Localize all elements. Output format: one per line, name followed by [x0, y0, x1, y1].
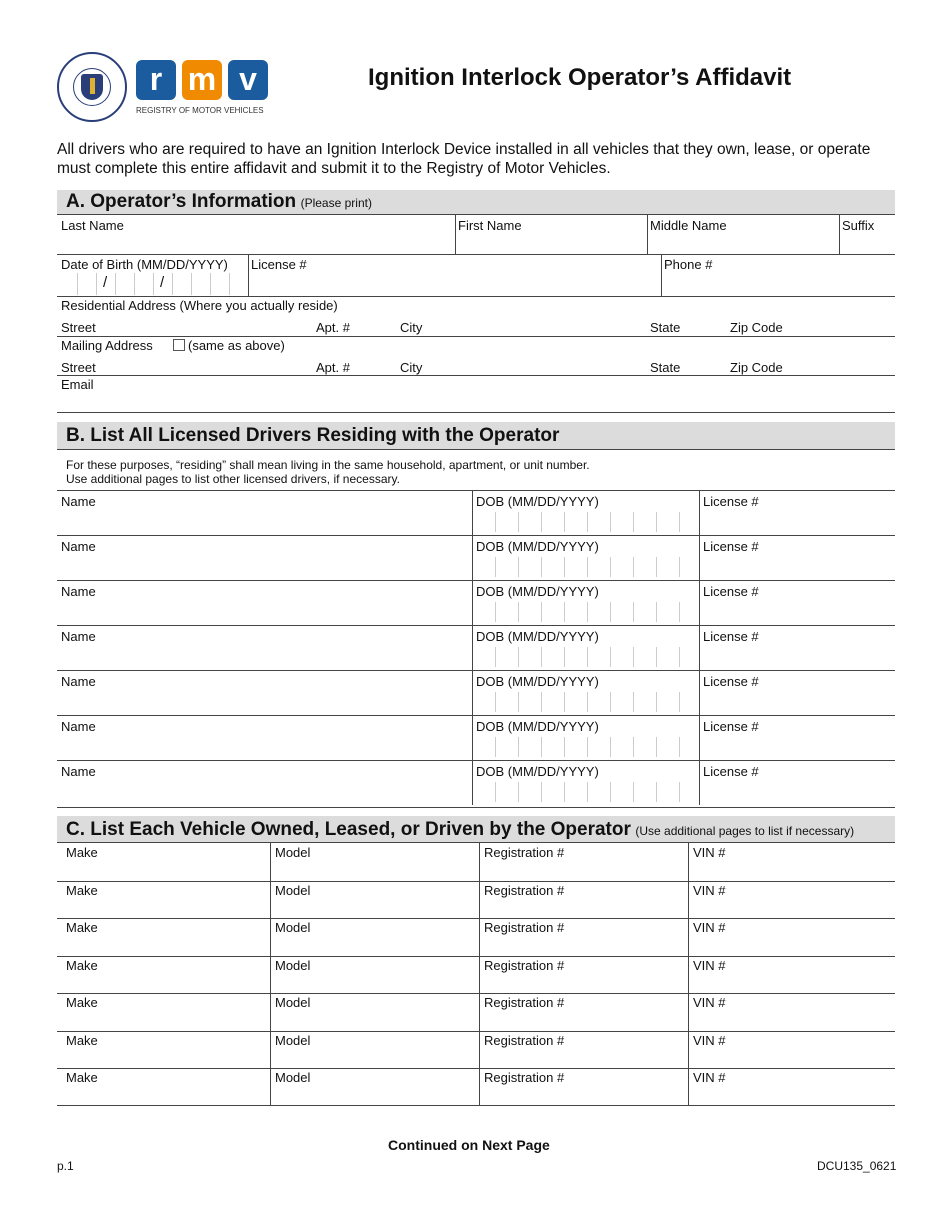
driver-dob-field[interactable]: DOB (MM/DD/YYYY): [476, 674, 599, 689]
row-divider: [57, 807, 895, 808]
dob-digit-divider: [610, 602, 611, 622]
dob-digit-divider: [679, 692, 680, 712]
driver-license-field[interactable]: License #: [703, 584, 759, 599]
res-street-field[interactable]: Street: [61, 320, 96, 335]
logo-letter-v: v: [228, 60, 268, 100]
same-as-above-label: (same as above): [188, 338, 285, 353]
dob-digit-divider: [679, 602, 680, 622]
last-name-field[interactable]: Last Name: [61, 218, 124, 233]
dob-digit-divider: [587, 737, 588, 757]
dob-digit-divider: [679, 557, 680, 577]
dob-digit-divider: [518, 647, 519, 667]
phone-field[interactable]: Phone #: [664, 257, 713, 272]
dob-digit-divider: [518, 782, 519, 802]
logo-letter-r: r: [136, 60, 176, 100]
dob-digit-divider: [610, 737, 611, 757]
dob-digit-divider: [495, 647, 496, 667]
dob-digit-divider: [656, 692, 657, 712]
vehicle-make-field[interactable]: Make: [66, 1032, 98, 1048]
vehicle-make-field[interactable]: Make: [66, 920, 98, 935]
res-zip-field[interactable]: Zip Code: [730, 320, 783, 335]
dob-digit-divider: [656, 782, 657, 802]
column-divider: [479, 1031, 480, 1069]
dob-digit-divider: [518, 512, 519, 532]
dob-digit-divider: [495, 602, 496, 622]
dob-digit-divider: [633, 782, 634, 802]
dob-digit-divider: [587, 692, 588, 712]
column-divider: [699, 760, 700, 805]
dob-digit-divider: [564, 557, 565, 577]
driver-name-field[interactable]: Name: [61, 584, 96, 599]
res-city-field[interactable]: City: [400, 320, 423, 335]
dob-digit-divider: [518, 737, 519, 757]
column-divider: [688, 1031, 689, 1069]
dob-digit-divider: [495, 737, 496, 757]
section-a-title: A. Operator’s Information: [66, 191, 297, 212]
vehicle-model-field[interactable]: Model: [275, 1032, 311, 1048]
dob-digit-divider: [633, 512, 634, 532]
column-divider: [270, 1031, 271, 1069]
dob-digit-divider: [633, 647, 634, 667]
column-divider: [688, 993, 689, 1031]
row-divider: [57, 490, 895, 491]
dob-digit-divider: [656, 737, 657, 757]
intro-text: All drivers who are required to have an Ignition Interlock Device installed in all vehicles that they own, lease, or operate must complete this entire affidavit and submit it to the Registry of Motor Vehicles.: [57, 141, 871, 177]
driver-license-field[interactable]: License #: [703, 629, 759, 644]
vehicle-model-field[interactable]: Model: [275, 882, 311, 898]
column-divider: [688, 918, 689, 956]
row-divider: [57, 993, 895, 994]
column-divider: [270, 918, 271, 956]
column-divider: [699, 670, 700, 715]
dob-digit-divider: [541, 782, 542, 802]
vehicle-vin-field[interactable]: VIN #: [693, 1032, 726, 1048]
column-divider: [270, 881, 271, 919]
driver-license-field[interactable]: License #: [703, 539, 759, 554]
column-divider: [479, 843, 480, 881]
dob-digit-divider: [679, 737, 680, 757]
vehicle-model-field[interactable]: Model: [275, 920, 311, 935]
vehicle-vin-field[interactable]: VIN #: [693, 920, 726, 935]
column-divider: [699, 625, 700, 670]
column-divider: [472, 760, 473, 805]
dob-digit-divider: [564, 782, 565, 802]
column-divider: [688, 843, 689, 881]
driver-name-field[interactable]: Name: [61, 719, 96, 734]
dob-digit-divider: [633, 557, 634, 577]
mail-city-field[interactable]: City: [400, 360, 423, 375]
column-divider: [270, 1068, 271, 1106]
driver-dob-field[interactable]: DOB (MM/DD/YYYY): [476, 719, 599, 734]
column-divider: [699, 490, 700, 535]
dob-digit-divider: [610, 692, 611, 712]
dob-digit-divider: [679, 782, 680, 802]
dob-digit-divider: [656, 647, 657, 667]
driver-license-field[interactable]: License #: [703, 494, 759, 509]
form-id: DCU135_0621: [817, 1159, 897, 1173]
vehicle-make-field[interactable]: Make: [66, 845, 98, 860]
logo-caption: REGISTRY OF MOTOR VEHICLES: [136, 106, 264, 115]
dob-digit-divider: [610, 512, 611, 532]
vehicle-model-field[interactable]: Model: [275, 995, 311, 1010]
row-divider: [57, 670, 895, 671]
dob-digit-divider: [587, 647, 588, 667]
vehicle-registration-field[interactable]: Registration #: [484, 920, 565, 935]
dob-slash: /: [160, 274, 165, 291]
dob-digit-divider: [610, 557, 611, 577]
page-number: p.1: [57, 1159, 74, 1173]
column-divider: [479, 1068, 480, 1106]
dob-digit-divider: [518, 557, 519, 577]
logo-letter-m: m: [182, 60, 222, 100]
dob-digit-divider: [679, 647, 680, 667]
dob-digit-divider: [77, 273, 78, 295]
dob-digit-divider: [610, 782, 611, 802]
vehicle-vin-field[interactable]: VIN #: [693, 1070, 726, 1085]
section-b-note: For these purposes, “residing” shall mean living in the same household, apartment, or unit number.: [66, 458, 590, 472]
vehicle-registration-field[interactable]: Registration #: [484, 1032, 565, 1048]
vehicle-model-field[interactable]: Model: [275, 845, 311, 860]
dob-digit-divider: [518, 602, 519, 622]
dob-digit-divider: [564, 602, 565, 622]
column-divider: [699, 580, 700, 625]
column-divider: [688, 881, 689, 919]
dob-digit-divider: [153, 273, 154, 295]
column-divider: [472, 580, 473, 625]
res-state-field[interactable]: State: [650, 320, 681, 335]
suffix-field[interactable]: Suffix: [842, 218, 875, 233]
dob-digit-divider: [541, 512, 542, 532]
driver-name-field[interactable]: Name: [61, 629, 96, 644]
column-divider: [270, 843, 271, 881]
section-b-title: B. List All Licensed Drivers Residing with the Operator: [66, 425, 560, 446]
driver-dob-field[interactable]: DOB (MM/DD/YYYY): [476, 584, 599, 599]
row-divider: [57, 1105, 895, 1106]
dob-digit-divider: [495, 557, 496, 577]
vehicle-make-field[interactable]: Make: [66, 882, 98, 898]
vehicle-vin-field[interactable]: VIN #: [693, 995, 726, 1010]
section-b-header: [57, 422, 895, 450]
dob-digit-divider: [518, 692, 519, 712]
row-divider: [57, 956, 895, 957]
dob-digit-divider: [564, 692, 565, 712]
column-divider: [472, 670, 473, 715]
row-divider: [57, 715, 895, 716]
same-as-above-checkbox[interactable]: [173, 339, 185, 351]
dob-digit-divider: [633, 602, 634, 622]
column-divider: [270, 956, 271, 994]
rmv-logo: [136, 60, 272, 120]
column-divider: [270, 993, 271, 1031]
license-field[interactable]: License #: [251, 257, 307, 272]
driver-dob-field[interactable]: DOB (MM/DD/YYYY): [476, 629, 599, 644]
mail-apt-field[interactable]: Apt. #: [316, 360, 350, 375]
dob-digit-divider: [564, 647, 565, 667]
dob-digit-divider: [495, 512, 496, 532]
vehicle-vin-field[interactable]: VIN #: [693, 882, 726, 898]
dob-digit-divider: [495, 692, 496, 712]
column-divider: [472, 715, 473, 760]
dob-digit-divider: [564, 737, 565, 757]
row-divider: [57, 760, 895, 761]
dob-digit-divider: [210, 273, 211, 295]
column-divider: [472, 625, 473, 670]
vehicle-vin-field[interactable]: VIN #: [693, 957, 726, 973]
row-divider: [57, 881, 895, 882]
column-divider: [699, 715, 700, 760]
dob-digit-divider: [564, 512, 565, 532]
dob-field[interactable]: Date of Birth (MM/DD/YYYY): [61, 257, 228, 272]
vehicle-make-field[interactable]: Make: [66, 957, 98, 973]
driver-name-field[interactable]: Name: [61, 539, 96, 554]
mailing-address-label: Mailing Address: [61, 338, 153, 353]
res-apt-field[interactable]: Apt. #: [316, 320, 350, 335]
column-divider: [699, 535, 700, 580]
section-a-header: [57, 190, 895, 215]
dob-digit-divider: [229, 273, 230, 295]
driver-name-field[interactable]: Name: [61, 674, 96, 689]
driver-license-field[interactable]: License #: [703, 764, 759, 779]
mail-zip-field[interactable]: Zip Code: [730, 360, 783, 375]
section-c-subtitle: (Use additional pages to list if necessary): [635, 824, 855, 838]
middle-name-field[interactable]: Middle Name: [650, 218, 727, 233]
section-c-title: C. List Each Vehicle Owned, Leased, or Driven by the Operator: [66, 819, 631, 840]
column-divider: [479, 993, 480, 1031]
column-divider: [472, 535, 473, 580]
vehicle-registration-field[interactable]: Registration #: [484, 995, 565, 1010]
section-a-subtitle: (Please print): [300, 196, 372, 210]
dob-digit-divider: [587, 557, 588, 577]
dob-digit-divider: [587, 512, 588, 532]
massachusetts-seal: [57, 52, 127, 122]
row-divider: [57, 1068, 895, 1069]
driver-name-field[interactable]: Name: [61, 764, 96, 779]
section-c-header: [57, 816, 895, 843]
driver-name-field[interactable]: Name: [61, 494, 96, 509]
column-divider: [688, 956, 689, 994]
dob-digit-divider: [115, 273, 116, 295]
vehicle-model-field[interactable]: Model: [275, 957, 311, 973]
first-name-field[interactable]: First Name: [458, 218, 522, 233]
dob-digit-divider: [495, 782, 496, 802]
email-field[interactable]: Email: [61, 377, 94, 392]
column-divider: [472, 490, 473, 535]
row-divider: [57, 580, 895, 581]
row-divider: [57, 918, 895, 919]
driver-license-field[interactable]: License #: [703, 674, 759, 689]
page-title: Ignition Interlock Operator’s Affidavit: [368, 64, 792, 91]
vehicle-registration-field[interactable]: Registration #: [484, 845, 565, 860]
dob-digit-divider: [541, 692, 542, 712]
continued-note: Continued on Next Page: [388, 1137, 550, 1153]
residential-address-label: Residential Address (Where you actually reside): [61, 298, 338, 313]
row-divider: [57, 625, 895, 626]
dob-digit-divider: [134, 273, 135, 295]
dob-digit-divider: [656, 512, 657, 532]
dob-digit-divider: [96, 273, 97, 295]
driver-dob-field[interactable]: DOB (MM/DD/YYYY): [476, 494, 599, 509]
vehicle-make-field[interactable]: Make: [66, 995, 98, 1010]
vehicle-registration-field[interactable]: Registration #: [484, 957, 565, 973]
dob-digit-divider: [541, 557, 542, 577]
vehicle-registration-field[interactable]: Registration #: [484, 882, 565, 898]
dob-digit-divider: [656, 557, 657, 577]
mail-state-field[interactable]: State: [650, 360, 681, 375]
driver-license-field[interactable]: License #: [703, 719, 759, 734]
dob-digit-divider: [679, 512, 680, 532]
dob-digit-divider: [633, 692, 634, 712]
dob-digit-divider: [587, 602, 588, 622]
dob-slash: /: [103, 274, 108, 291]
driver-dob-field[interactable]: DOB (MM/DD/YYYY): [476, 539, 599, 554]
vehicle-vin-field[interactable]: VIN #: [693, 845, 726, 860]
dob-digit-divider: [610, 647, 611, 667]
dob-digit-divider: [633, 737, 634, 757]
dob-digit-divider: [541, 647, 542, 667]
dob-digit-divider: [191, 273, 192, 295]
vehicle-model-field[interactable]: Model: [275, 1070, 311, 1085]
column-divider: [479, 956, 480, 994]
dob-digit-divider: [172, 273, 173, 295]
section-b-note: Use additional pages to list other licensed drivers, if necessary.: [66, 472, 400, 486]
dob-digit-divider: [541, 737, 542, 757]
row-divider: [57, 1031, 895, 1032]
row-divider: [57, 535, 895, 536]
dob-digit-divider: [541, 602, 542, 622]
dob-digit-divider: [587, 782, 588, 802]
vehicle-make-field[interactable]: Make: [66, 1070, 98, 1085]
driver-dob-field[interactable]: DOB (MM/DD/YYYY): [476, 764, 599, 779]
dob-digit-divider: [656, 602, 657, 622]
column-divider: [479, 918, 480, 956]
column-divider: [479, 881, 480, 919]
vehicle-registration-field[interactable]: Registration #: [484, 1070, 565, 1085]
column-divider: [688, 1068, 689, 1106]
mail-street-field[interactable]: Street: [61, 360, 96, 375]
